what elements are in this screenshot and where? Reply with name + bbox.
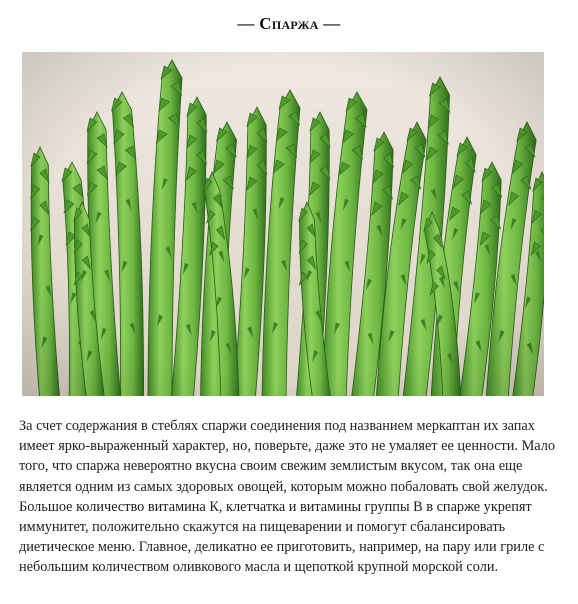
article-paragraph: За счет содержания в стеблях спаржи соединения под названием меркаптан их запах имеет ярко-выраженный характер, но, поверьте, даже это не умаляет ее ценности. Мало того, что спаржа невероятно вкусна своим свежим землистым вкусом, так она еще является одним из самых здоровых овощей, которым можно побаловать свой желудок. Большое количество витамина К, клетчатка и витамины группы В в спарже укрепят иммунитет, положительно скажутся на пищеварении и помогут сбалансировать диетическое меню. Главное, деликатно ее приготовить, например, на пару или гриле с небольшим количеством оливкового масла и щепоткой крупной морской соли. xyxy=(19,418,556,576)
photo-vignette xyxy=(22,52,544,396)
asparagus-photo xyxy=(22,52,544,396)
article-title: — Спаржа — xyxy=(237,14,341,33)
asparagus-illustration xyxy=(22,52,544,396)
